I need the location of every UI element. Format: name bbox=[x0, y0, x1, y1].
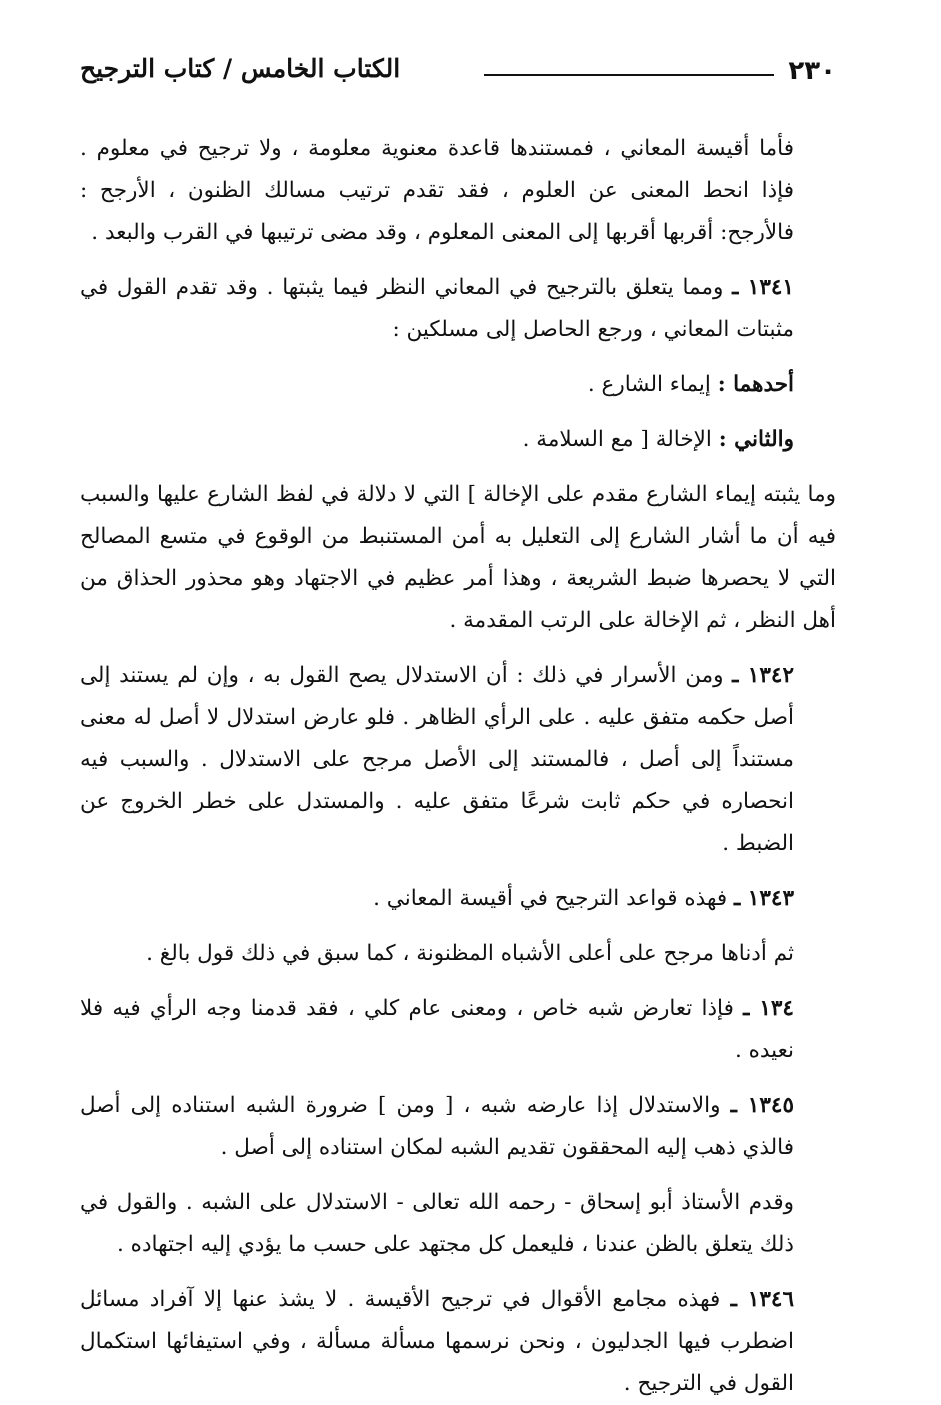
running-title: الكتاب الخامس / كتاب الترجيح bbox=[80, 54, 401, 83]
paragraph-text: فأما أقيسة المعاني ، فمستندها قاعدة معنوية معلومة ، ولا ترجيح في معلوم . فإذا انحط المعنى عن العلوم ، فقد تقدم ترتيب مسالك الظنون ، الأرجح : فالأرجح: أقربها أقربها إلى المعنى المعلوم ، وقد مضى ترتيبها في القرب والبعد . bbox=[80, 136, 794, 245]
paragraph-text: فهذه مجامع الأقوال في ترجيح الأقيسة . لا يشذ عنها إلا آفراد مسائل اضطرب فيها الجدليون ، ونحن نرسمها مسألة مسألة ، وفي استيفائها استكمال القول في الترجيح . bbox=[80, 1287, 794, 1396]
paragraph-text: ومما يتعلق بالترجيح في المعاني النظر فيما يثبتها . وقد تقدم القول في مثبتات المعاني ، ورجع الحاصل إلى مسلكين : bbox=[80, 275, 794, 342]
paragraph-text: والاستدلال إذا عارضه شبه ، [ ومن ] ضرورة الشبه استناده إلى أصل فالذي ذهب إليه المحققون تقديم الشبه لمكان استناده إلى أصل . bbox=[80, 1093, 794, 1160]
paragraph-text: وما يثبته إيماء الشارع مقدم على الإخالة ] التي لا دلالة في لفظ الشارع عليها والسبب فيه أن ما أشار الشارع إلى التعليل به أمن المستنبط من الوقوع في متسع المصالح التي لا يحصرها ضبط الشريعة ، وهذا أمر عظيم في الاجتهاد وهو محذور الحذاق من أهل النظر ، ثم الإخالة على الرتب المقدمة . bbox=[80, 482, 836, 633]
page-number: ٢٣٠ bbox=[788, 56, 836, 86]
paragraph-11 bbox=[80, 1182, 794, 1266]
paragraph-lead: أحدهما : bbox=[717, 372, 794, 397]
section-number: ١٣٤٢ ـ bbox=[732, 663, 794, 688]
paragraph-8 bbox=[80, 933, 794, 975]
paragraph-12 bbox=[80, 1279, 794, 1405]
paragraph-2 bbox=[80, 267, 794, 351]
paragraph-3 bbox=[80, 364, 794, 406]
section-number: ١٣٤٥ ـ bbox=[730, 1093, 794, 1118]
paragraph-text: فإذا تعارض شبه خاص ، ومعنى عام كلي ، فقد قدمنا وجه الرأي فيه فلا نعيده . bbox=[80, 996, 794, 1063]
paragraph-6 bbox=[80, 655, 794, 865]
paragraph-text: ثم أدناها مرجح على أعلى الأشباه المظنونة ، كما سبق في ذلك قول بالغ . bbox=[146, 941, 794, 966]
paragraph-10 bbox=[80, 1085, 794, 1169]
body-text bbox=[80, 128, 836, 1405]
paragraph-text: ومن الأسرار في ذلك : أن الاستدلال يصح القول به ، وإن لم يستند إلى أصل حكمه متفق عليه . على الرأي الظاهر . فلو عارض استدلال لا أصل له معنى مستنداً إلى أصل ، فالمستند إلى الأصل مرجح على الاستدلال . والسبب فيه انحصاره في حكم ثابت شرعًا متفق عليه . والمستدل على خطر الخروج عن الضبط . bbox=[80, 663, 794, 856]
section-number: ١٣٤ ـ bbox=[743, 996, 794, 1021]
paragraph-text: إيماء الشارع . bbox=[587, 372, 711, 397]
page-header bbox=[80, 48, 836, 94]
paragraph-7 bbox=[80, 878, 794, 920]
section-number: ١٣٤١ ـ bbox=[732, 275, 794, 300]
paragraph-4 bbox=[80, 419, 794, 461]
paragraph-1 bbox=[80, 128, 794, 254]
section-number: ١٣٤٦ ـ bbox=[730, 1287, 794, 1312]
paragraph-5 bbox=[80, 474, 836, 642]
header-rule bbox=[484, 74, 774, 76]
paragraph-lead: والثاني : bbox=[718, 427, 794, 452]
paragraph-text: وقدم الأستاذ أبو إسحاق - رحمه الله تعالى - الاستدلال على الشبه . والقول في ذلك يتعلق بالظن عندنا ، فليعمل كل مجتهد على حسب ما يؤدي إليه اجتهاده . bbox=[80, 1190, 794, 1257]
paragraph-text: فهذه قواعد الترجيح في أقيسة المعاني . bbox=[373, 886, 728, 911]
section-number: ١٣٤٣ ـ bbox=[734, 886, 794, 911]
paragraph-9 bbox=[80, 988, 794, 1072]
paragraph-text: الإخالة [ مع السلامة . bbox=[522, 427, 712, 452]
